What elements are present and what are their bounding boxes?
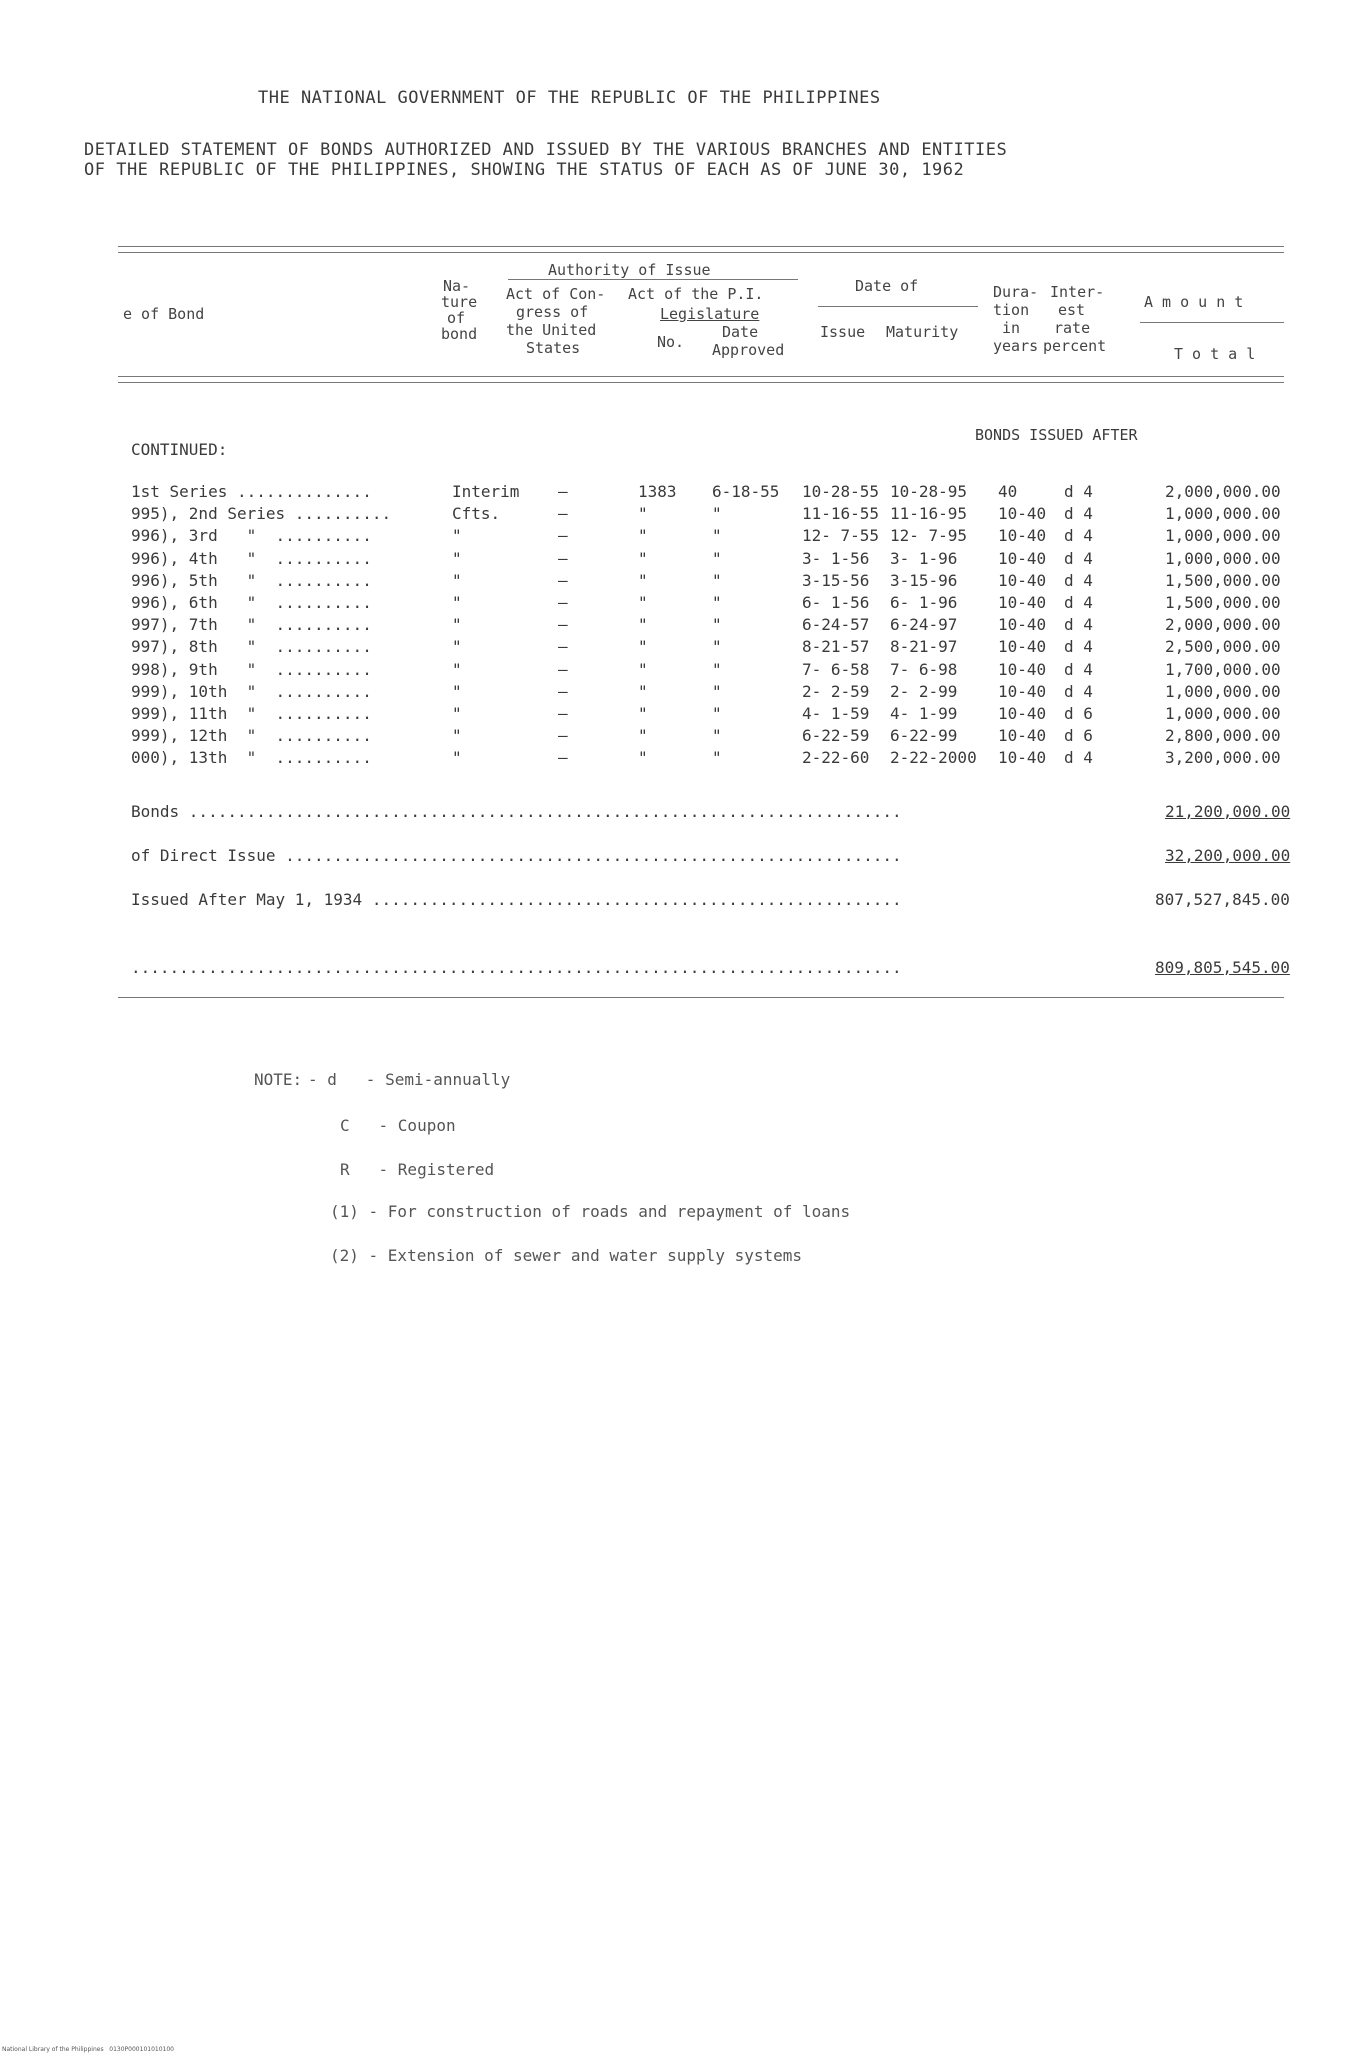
nature-cell: " — [452, 704, 462, 723]
col-total: T o t a l — [1174, 345, 1256, 363]
act-no-cell: " — [638, 637, 648, 657]
duration-cell: 10-40 — [998, 704, 1047, 723]
table-row — [0, 726, 1349, 748]
bond-name-cell: 999), 11th " .......... — [131, 704, 372, 723]
bond-name-cell: 999), 10th " .......... — [131, 681, 372, 701]
bond-name-cell: 997), 8th " .......... — [131, 637, 372, 657]
congress-act-cell: – — [558, 637, 568, 657]
interest-rate-cell: d 4 — [1064, 748, 1093, 768]
table-row — [0, 593, 1349, 615]
amount-cell: 1,000,000.00 — [1165, 526, 1281, 546]
approved-date-cell: " — [712, 593, 722, 612]
bond-name-cell: 998), 9th " .......... — [131, 659, 372, 679]
act-no-cell: " — [638, 615, 648, 635]
amount-cell: 1,000,000.00 — [1165, 704, 1281, 723]
bond-name-cell: 1st Series .............. — [131, 482, 372, 501]
issue-date-cell: 12- 7-55 — [802, 526, 880, 546]
total-bonds-label: Bonds .......................................................................... — [131, 802, 902, 821]
col-interest-2: est — [1058, 301, 1086, 319]
issue-date-cell: 7- 6-58 — [802, 659, 870, 679]
issue-date-cell: 10-28-55 — [802, 482, 880, 501]
approved-date-cell: " — [712, 704, 722, 723]
approved-date-cell: " — [712, 570, 722, 590]
document-subtitle-line2: OF THE REPUBLIC OF THE PHILIPPINES, SHOWING THE STATUS OF EACH AS OF JUNE 30, 1962 — [84, 160, 965, 180]
approved-date-cell: " — [712, 548, 722, 568]
act-no-cell: " — [638, 726, 648, 746]
nature-cell: Cfts. — [452, 504, 501, 524]
interest-rate-cell: d 4 — [1064, 570, 1093, 590]
duration-cell: 10-40 — [998, 637, 1047, 657]
maturity-date-cell: 6- 1-96 — [890, 593, 958, 612]
col-nature-2: ture — [441, 293, 478, 311]
table-row — [0, 748, 1349, 770]
col-duration-2: tion — [993, 301, 1030, 319]
table-row — [0, 615, 1349, 637]
total-issued-after-label: Issued After May 1, 1934 ....................................................... — [131, 890, 902, 909]
table-row — [0, 504, 1349, 526]
duration-cell: 10-40 — [998, 659, 1047, 679]
col-legislature-date-1: Date — [722, 323, 759, 341]
duration-cell: 10-40 — [998, 726, 1047, 746]
issue-date-cell: 3-15-56 — [802, 570, 870, 590]
amount-cell: 1,700,000.00 — [1165, 659, 1281, 679]
maturity-date-cell: 8-21-97 — [890, 637, 958, 657]
congress-act-cell: – — [558, 748, 568, 768]
archive-footer: National Library of the Philippines 0130P000101010100 — [2, 2046, 174, 2053]
act-no-cell: " — [638, 681, 648, 701]
table-row — [0, 571, 1349, 593]
duration-cell: 10-40 — [998, 504, 1047, 524]
duration-cell: 10-40 — [998, 593, 1047, 612]
nature-cell: " — [452, 681, 462, 701]
approved-date-cell: " — [712, 659, 722, 679]
table-row — [0, 682, 1349, 704]
col-maturity: Maturity — [886, 323, 959, 341]
col-bond-name: e of Bond — [123, 305, 205, 323]
approved-date-cell: " — [712, 504, 722, 524]
document-subtitle-line1: DETAILED STATEMENT OF BONDS AUTHORIZED AND ISSUED BY THE VARIOUS BRANCHES AND ENTITIES — [84, 140, 1008, 160]
nature-cell: " — [452, 615, 462, 635]
maturity-date-cell: 2- 2-99 — [890, 681, 958, 701]
duration-cell: 10-40 — [998, 748, 1047, 768]
table-row — [0, 637, 1349, 659]
maturity-date-cell: 4- 1-99 — [890, 704, 958, 723]
maturity-date-cell: 10-28-95 — [890, 482, 968, 501]
nature-cell: " — [452, 726, 462, 746]
col-interest-1: Inter- — [1050, 283, 1105, 301]
amount-cell: 1,500,000.00 — [1165, 570, 1281, 590]
nature-cell: " — [452, 593, 462, 612]
col-congress-4: States — [526, 339, 581, 357]
maturity-date-cell: 3- 1-96 — [890, 548, 958, 568]
act-no-cell: " — [638, 748, 648, 768]
interest-rate-cell: d 4 — [1064, 548, 1093, 568]
act-no-cell: " — [638, 659, 648, 679]
interest-rate-cell: d 6 — [1064, 704, 1093, 723]
grand-total-amount: 809,805,545.00 — [1155, 958, 1290, 977]
bond-name-cell: 000), 13th " .......... — [131, 748, 372, 768]
approved-date-cell: " — [712, 748, 722, 768]
header-bottom-rule-2 — [118, 382, 1284, 383]
amount-cell: 1,000,000.00 — [1165, 504, 1281, 524]
amount-cell: 2,800,000.00 — [1165, 726, 1281, 746]
issue-date-cell: 6- 1-56 — [802, 593, 870, 612]
amount-cell: 1,500,000.00 — [1165, 593, 1281, 612]
issue-date-cell: 6-22-59 — [802, 726, 870, 746]
col-authority: Authority of Issue — [548, 261, 711, 279]
nature-cell: " — [452, 637, 462, 657]
col-interest-4: percent — [1043, 337, 1107, 355]
nature-cell: " — [452, 570, 462, 590]
issue-date-cell: 4- 1-59 — [802, 704, 870, 723]
congress-act-cell: – — [558, 704, 568, 723]
interest-rate-cell: d 4 — [1064, 659, 1093, 679]
note-item: - d - Semi-annually — [308, 1070, 511, 1089]
maturity-date-cell: 7- 6-98 — [890, 659, 958, 679]
bond-name-cell: 995), 2nd Series .......... — [131, 504, 392, 524]
maturity-date-cell: 12- 7-95 — [890, 526, 968, 546]
note-heading: NOTE: — [254, 1070, 303, 1089]
issue-date-cell: 2-22-60 — [802, 748, 870, 768]
col-nature-3: of — [447, 309, 466, 327]
table-bottom-rule — [118, 997, 1284, 998]
nature-cell: " — [452, 748, 462, 768]
col-amount: A m o u n t — [1144, 293, 1244, 311]
col-nature-1: Na- — [443, 277, 471, 295]
col-duration-1: Dura- — [993, 283, 1039, 301]
amount-cell: 1,000,000.00 — [1165, 681, 1281, 701]
col-issue: Issue — [820, 323, 866, 341]
note-item: R - Registered — [340, 1160, 495, 1179]
col-legislature-date-2: Approved — [712, 341, 785, 359]
amount-cell: 3,200,000.00 — [1165, 748, 1281, 768]
interest-rate-cell: d 6 — [1064, 726, 1093, 746]
interest-rate-cell: d 4 — [1064, 637, 1093, 657]
act-no-cell: " — [638, 704, 648, 723]
note-item: (2) - Extension of sewer and water supply systems — [330, 1246, 803, 1265]
col-date-of: Date of — [855, 277, 919, 295]
act-no-cell: 1383 — [638, 482, 677, 501]
col-interest-3: rate — [1054, 319, 1091, 337]
issue-date-cell: 6-24-57 — [802, 615, 870, 635]
duration-cell: 10-40 — [998, 526, 1047, 546]
col-legislature-1: Act of the P.I. — [628, 285, 764, 303]
congress-act-cell: – — [558, 681, 568, 701]
issue-date-cell: 11-16-55 — [802, 504, 880, 524]
col-congress-3: the United — [506, 321, 597, 339]
total-bonds-amount: 21,200,000.00 — [1165, 802, 1291, 821]
issue-date-cell: 3- 1-56 — [802, 548, 870, 568]
interest-rate-cell: d 4 — [1064, 593, 1093, 612]
maturity-date-cell: 3-15-96 — [890, 570, 958, 590]
bond-name-cell: 996), 3rd " .......... — [131, 526, 372, 546]
duration-cell: 10-40 — [998, 615, 1047, 635]
bond-name-cell: 996), 6th " .......... — [131, 593, 372, 612]
maturity-date-cell: 6-24-97 — [890, 615, 958, 635]
bond-name-cell: 996), 4th " .......... — [131, 548, 372, 568]
grand-total-label: ................................................................................ — [131, 958, 902, 977]
nature-cell: " — [452, 548, 462, 568]
approved-date-cell: " — [712, 637, 722, 657]
table-row — [0, 526, 1349, 548]
header-top-rule-2 — [118, 252, 1284, 253]
document-title: THE NATIONAL GOVERNMENT OF THE REPUBLIC OF THE PHILIPPINES — [258, 88, 881, 108]
act-no-cell: " — [638, 526, 648, 546]
note-item: C - Coupon — [340, 1116, 456, 1135]
act-no-cell: " — [638, 504, 648, 524]
act-no-cell: " — [638, 548, 648, 568]
bond-name-cell: 997), 7th " .......... — [131, 615, 372, 635]
interest-rate-cell: d 4 — [1064, 615, 1093, 635]
issue-date-cell: 8-21-57 — [802, 637, 870, 657]
approved-date-cell: " — [712, 726, 722, 746]
interest-rate-cell: d 4 — [1064, 526, 1093, 546]
act-no-cell: " — [638, 570, 648, 590]
total-direct-issue-amount: 32,200,000.00 — [1165, 846, 1291, 865]
congress-act-cell: – — [558, 726, 568, 746]
bond-name-cell: 999), 12th " .......... — [131, 726, 372, 746]
congress-act-cell: – — [558, 570, 568, 590]
congress-act-cell: – — [558, 659, 568, 679]
col-duration-4: years — [993, 337, 1039, 355]
table-row — [0, 549, 1349, 571]
bond-name-cell: 996), 5th " .......... — [131, 570, 372, 590]
col-congress-1: Act of Con- — [506, 285, 606, 303]
maturity-date-cell: 6-22-99 — [890, 726, 958, 746]
congress-act-cell: – — [558, 615, 568, 635]
issue-date-cell: 2- 2-59 — [802, 681, 870, 701]
nature-cell: " — [452, 526, 462, 546]
duration-cell: 10-40 — [998, 548, 1047, 568]
col-nature-4: bond — [441, 325, 478, 343]
note-item: (1) - For construction of roads and repayment of loans — [330, 1202, 851, 1221]
nature-cell: Interim — [452, 482, 520, 501]
congress-act-cell: – — [558, 548, 568, 568]
amount-cell: 2,000,000.00 — [1165, 482, 1281, 501]
total-direct-issue-label: of Direct Issue ................................................................ — [131, 846, 902, 865]
duration-cell: 40 — [998, 482, 1018, 501]
header-bottom-rule — [118, 376, 1284, 377]
col-congress-2: gress of — [516, 303, 589, 321]
congress-act-cell: – — [558, 593, 568, 612]
interest-rate-cell: d 4 — [1064, 504, 1093, 524]
duration-cell: 10-40 — [998, 570, 1047, 590]
header-top-rule — [118, 246, 1284, 247]
maturity-date-cell: 2-22-2000 — [890, 748, 977, 768]
interest-rate-cell: d 4 — [1064, 482, 1093, 501]
congress-act-cell: – — [558, 526, 568, 546]
approved-date-cell: " — [712, 681, 722, 701]
nature-cell: " — [452, 659, 462, 679]
approved-date-cell: " — [712, 615, 722, 635]
maturity-date-cell: 11-16-95 — [890, 504, 968, 524]
continued-label: CONTINUED: — [131, 440, 228, 459]
approved-date-cell: " — [712, 526, 722, 546]
amount-cell: 2,000,000.00 — [1165, 615, 1281, 635]
table-row — [0, 704, 1349, 726]
table-row — [0, 660, 1349, 682]
col-duration-3: in — [1002, 319, 1021, 337]
amount-cell: 1,000,000.00 — [1165, 548, 1281, 568]
total-issued-after-amount: 807,527,845.00 — [1155, 890, 1290, 909]
duration-cell: 10-40 — [998, 681, 1047, 701]
amount-cell: 2,500,000.00 — [1165, 637, 1281, 657]
act-no-cell: " — [638, 593, 648, 612]
congress-act-cell: – — [558, 482, 568, 501]
table-row — [0, 482, 1349, 504]
congress-act-cell: – — [558, 504, 568, 524]
col-legislature-2: Legislature — [660, 305, 760, 323]
interest-rate-cell: d 4 — [1064, 681, 1093, 701]
approved-date-cell: 6-18-55 — [712, 482, 780, 501]
col-legislature-no: No. — [657, 333, 685, 351]
bonds-issued-after-label: BONDS ISSUED AFTER — [975, 426, 1138, 444]
